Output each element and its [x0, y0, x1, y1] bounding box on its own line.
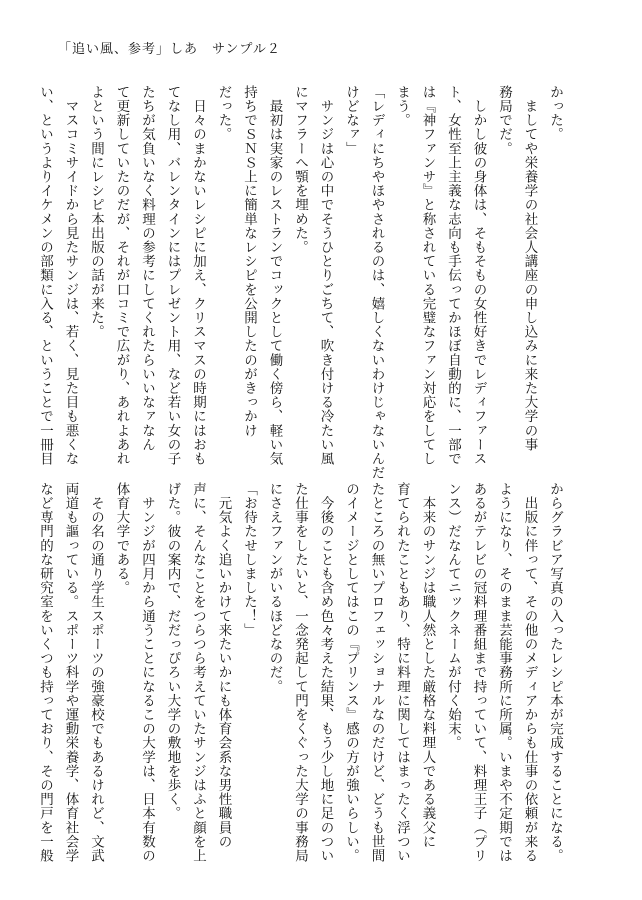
text-line: げた。彼の案内で、だだっぴろい大学の敷地を歩く。 — [164, 482, 181, 821]
text-line: だった。 — [215, 85, 232, 142]
text-line: ト、女性至上主義な志向も手伝ってかほぼ自動的に、一部で — [445, 85, 461, 466]
text-line: 今後のことも含め色々考えた結果、もう少し地に足のつい — [317, 482, 334, 863]
text-line: 出版に伴って、その他のメディアからも仕事の依頼が来る — [521, 482, 538, 863]
text-line: たところの無いプロフェッショナルなのだけど、どうも世間 — [368, 482, 385, 863]
text-line: てなし用、バレンタインにはプレゼント用、など若い女の子 — [164, 85, 181, 466]
text-block-top — [37, 85, 567, 480]
text-line: からグラビア写真の入ったレシピ本が完成することになる。 — [547, 482, 563, 863]
text-block-bottom — [37, 482, 567, 863]
text-line: ンス）だなんてニックネームが付く始末。 — [445, 482, 461, 750]
text-line: まう。 — [394, 85, 410, 128]
text-line: 「お待たせしました！」 — [241, 482, 257, 638]
text-line: ようになり、そのまま芸能事務所に所属。いまや不定期では — [496, 482, 512, 863]
text-line: 両道も謳っている。スポーツ科学や運動栄養学、体育社会学 — [62, 482, 79, 863]
text-line: マスコミサイドから見たサンジは、若く、見た目も悪くな — [62, 85, 79, 466]
text-line: けどなァ」 — [343, 85, 359, 156]
text-line: にマフラーへ顎を埋めた。 — [292, 85, 308, 255]
text-line: は『神ファンサ』と称されている完璧なファン対応をしてし — [419, 85, 436, 466]
text-line: い、というよりイケメンの部類に入る、ということで一冊目 — [37, 85, 53, 466]
text-line: ましてや栄養学の社会人講座の申し込みに来た大学の事 — [521, 85, 538, 452]
text-line: て更新していたのだが、それが口コミで広がり、あれよあれ — [113, 85, 130, 466]
text-line: 日々のまかないレシピに加え、クリスマスの時期にはおも — [190, 85, 206, 466]
text-line: かった。 — [547, 85, 563, 142]
text-line: しかし彼の身体は、そもそもの女性好きでレディファース — [470, 85, 487, 466]
text-line: のイメージとしてはこの『プリンス』感の方が強いらしい。 — [343, 482, 359, 863]
text-line: 声に、そんなことをつらつら考えていたサンジはふと顔を上 — [190, 482, 206, 863]
text-line: 「レディにちやほやされるのは、嬉しくないわけじゃないんだ — [368, 85, 385, 480]
page-header: 「追い風、参考」しあ サンプル２ — [58, 42, 281, 57]
text-line: た仕事をしたいと、一念発起して門をくぐった大学の事務局 — [292, 482, 308, 863]
text-line: サンジは心の中でそうひとりごちて、吹き付ける冷たい風 — [317, 85, 334, 466]
text-line: サンジが四月から通うことになるこの大学は、日本有数の — [139, 482, 155, 863]
text-line: 体育大学である。 — [113, 482, 130, 595]
text-line: 最初は実家のレストランでコックとして働く傍ら、軽い気 — [266, 85, 283, 466]
text-line: など専門的な研究室をいくつも持っており、その門戸を一般 — [37, 482, 53, 863]
text-line: 育てられたこともあり、特に料理に関してはまったく浮つい — [394, 482, 410, 863]
text-line: 本来のサンジは職人然とした厳格な料理人である義父に — [419, 482, 436, 849]
text-line: 務局でだ。 — [496, 85, 512, 156]
text-line: よという間にレシピ本出版の話が来た。 — [88, 85, 104, 339]
text-line: たちが気負いなく料理の参考にしてくれたらいいなァなん — [139, 85, 155, 452]
text-line: にさえファンがいるほどなのだ。 — [266, 482, 283, 694]
text-line: その名の通り学生スポーツの強豪校でもあるけれど、文武 — [88, 482, 104, 863]
text-line: あるがテレビの冠料理番組まで持っていて、料理王子（プリ — [470, 482, 487, 863]
text-line: 元気よく追いかけて来たいかにも体育会系な男性職員の — [215, 482, 232, 849]
text-line: 持ちでＳＮＳ上に簡単なレシピを公開したのがきっかけ — [241, 85, 257, 438]
